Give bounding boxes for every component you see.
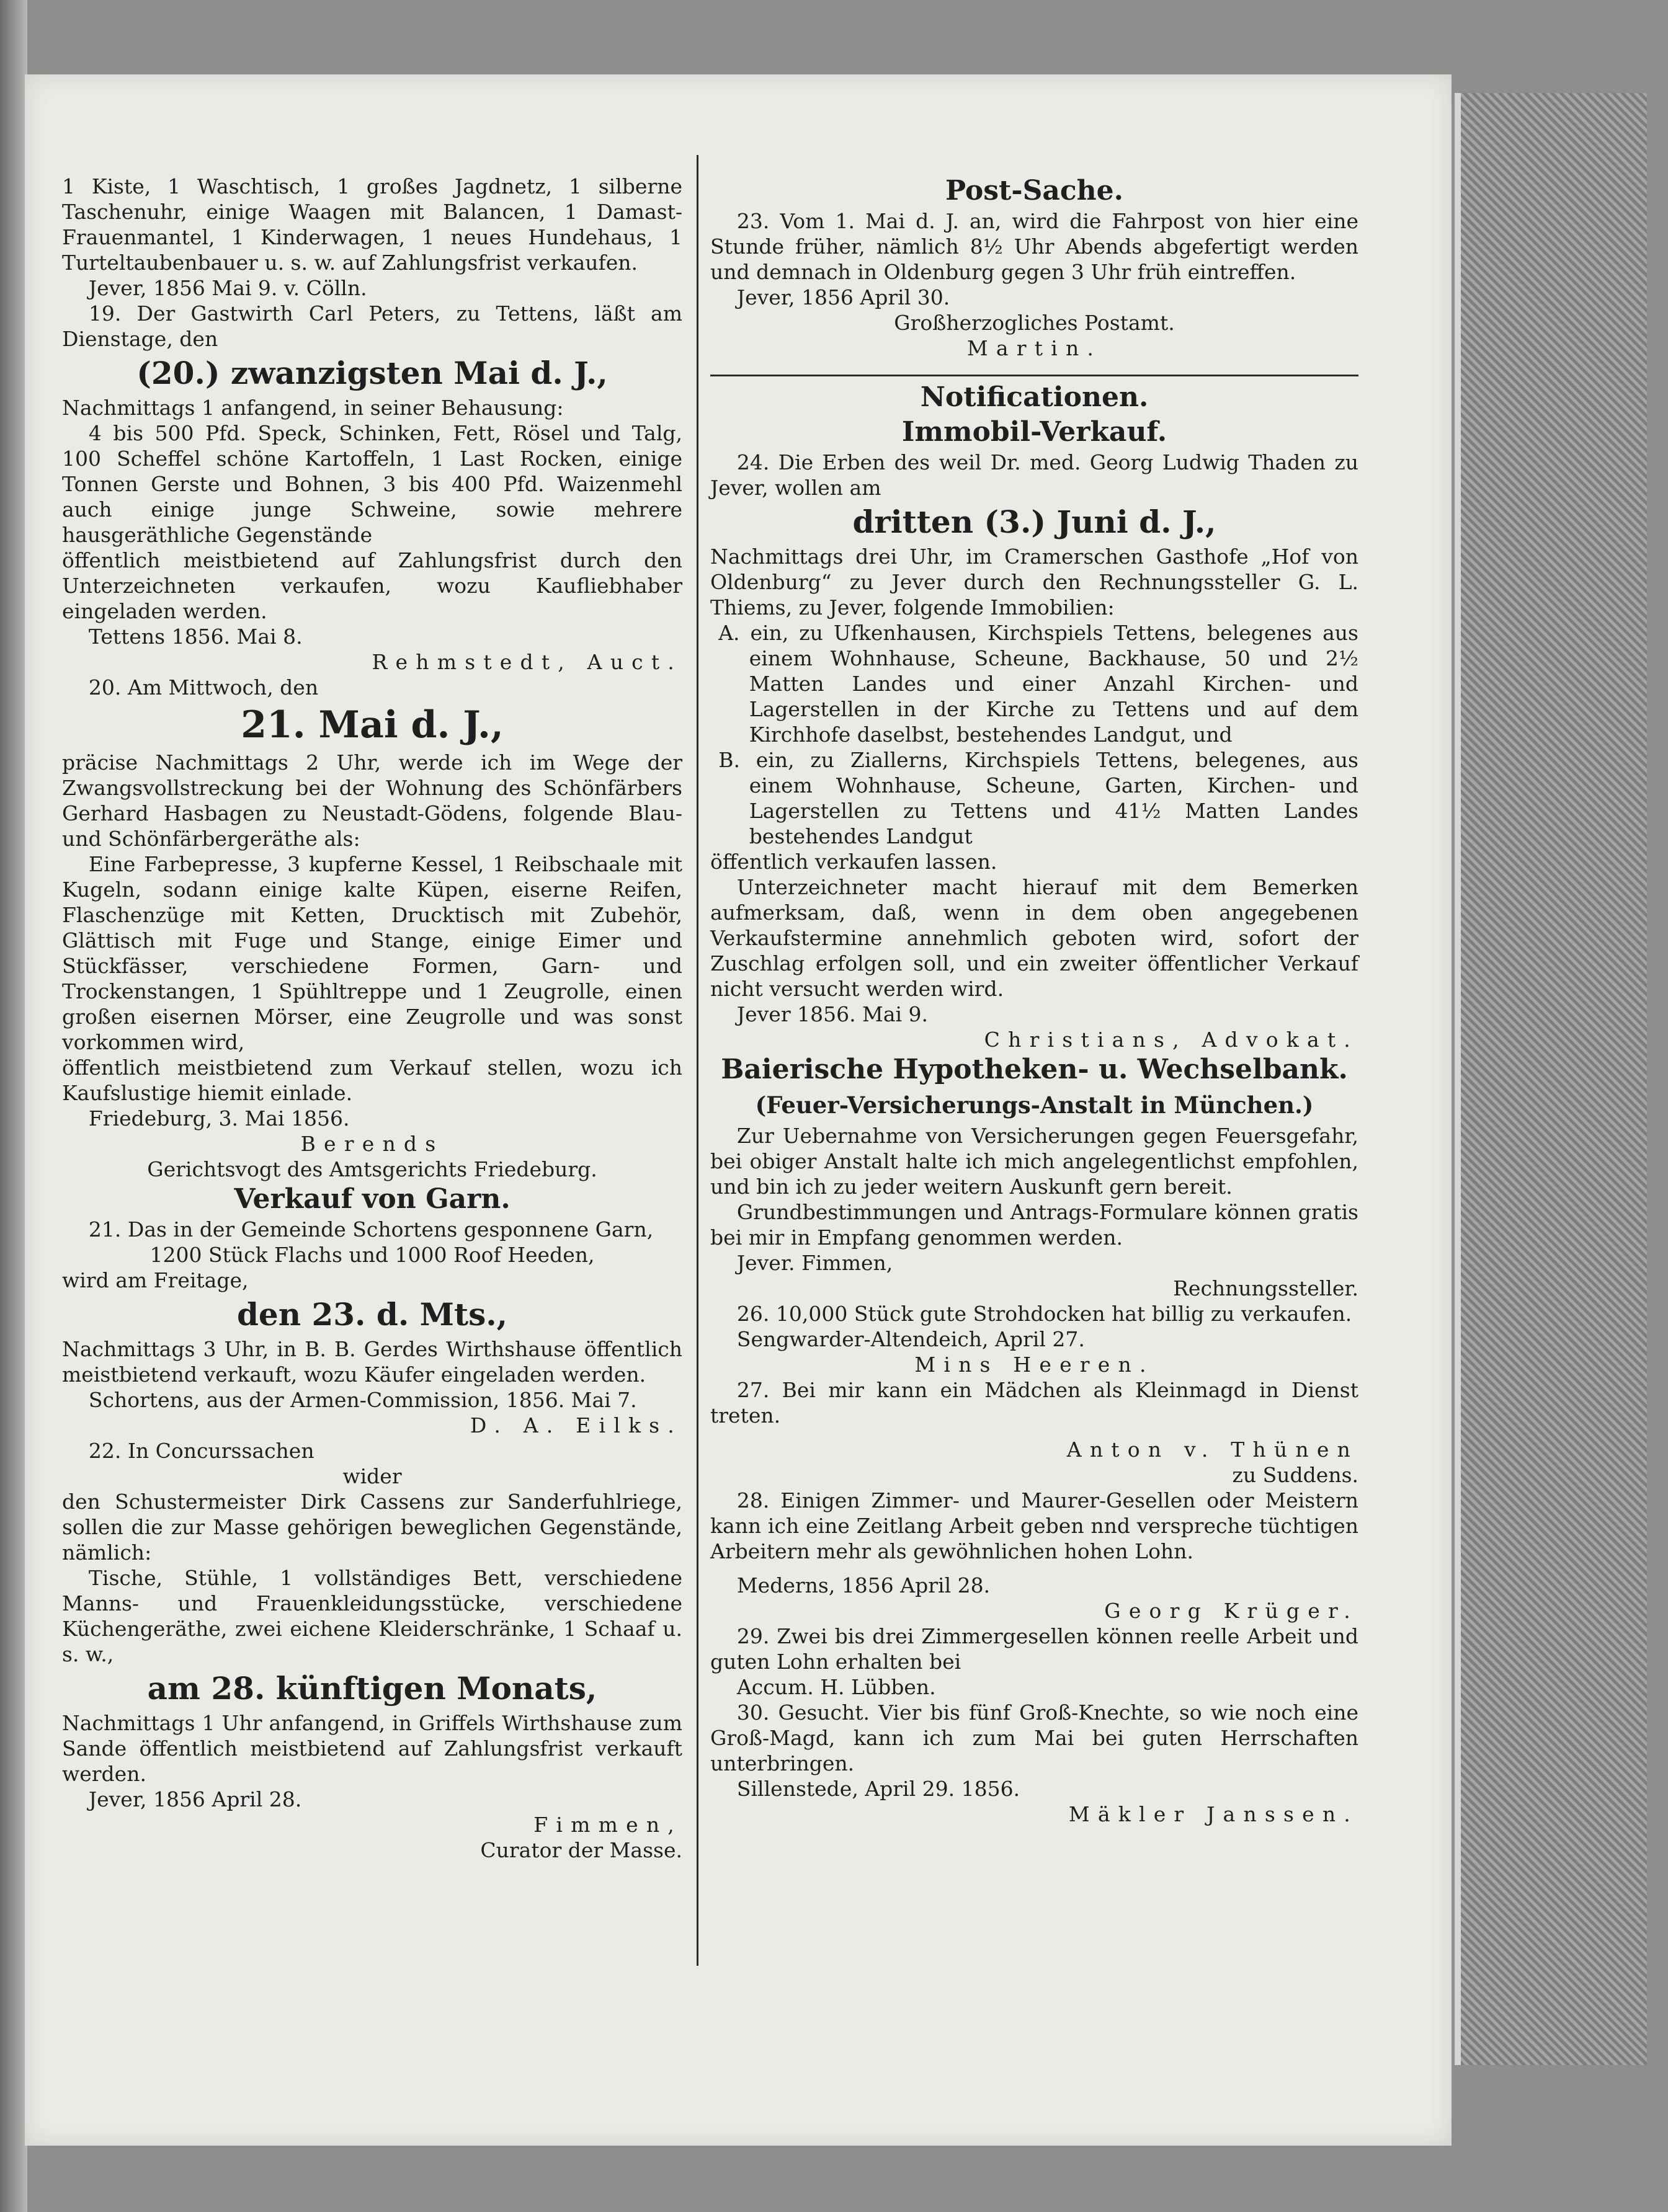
text-line: B. ein, zu Ziallerns, Kirchspiels Tettens, belegenes, aus einem Wohnhause, Scheune, Garten, Kirchen- und Lagerstellen zu Tettens und 41½ Matten Landes bestehendes Landgut [718, 748, 1358, 848]
text-line: öffentlich meistbietend zum Verkauf stellen, wozu ich Kaufslustige hiemit einlade. [62, 1055, 682, 1105]
text-line: öffentlich verkaufen lassen. [710, 850, 997, 874]
text-line: Nachmittags 1 Uhr anfangend, in Griffels Wirthshause zum Sande öffentlich meistbietend auf Zahlungsfrist verkauft werden. [62, 1711, 682, 1786]
text-line: präcise Nachmittags 2 Uhr, werde ich im Wege der Zwangsvollstreckung bei der Wohnung des Schönfärbers Gerhard Hasbagen zu Neustadt-Gödens, folgende Blau- und Schönfärbergeräthe als: [62, 750, 682, 851]
left-column [62, 174, 682, 1863]
text-line: Mins Heeren. [914, 1353, 1154, 1377]
text-line: Jever, 1856 April 30. [736, 285, 950, 309]
text-line: 29. Zwei bis drei Zimmergesellen können reelle Arbeit und guten Lohn erhalten bei [710, 1624, 1358, 1674]
text-line: Jever, 1856 Mai 9. v. Cölln. [88, 276, 367, 300]
text-line: 19. Der Gastwirth Carl Peters, zu Tettens, läßt am Dienstage, den [62, 301, 682, 351]
text-line: 21. Das in der Gemeinde Schortens gesponnene Garn, [88, 1217, 654, 1241]
text-line: zu Suddens. [1232, 1463, 1358, 1487]
text-line: Nachmittags drei Uhr, im Cramerschen Gasthofe „Hof von Oldenburg“ zu Jever durch den Rechnungssteller G. L. Thiems, zu Jever, folgende Immobilien: [710, 544, 1358, 620]
text-line: am 28. künftigen Monats, [147, 1670, 597, 1707]
column-divider [697, 155, 698, 1966]
newspaper-page [25, 74, 1452, 2146]
text-line: Jever, 1856 April 28. [88, 1787, 302, 1811]
text-line: Schortens, aus der Armen-Commission, 1856. Mai 7. [88, 1388, 637, 1412]
text-line: Sillenstede, April 29. 1856. [736, 1777, 1020, 1801]
text-line: den Schustermeister Dirk Cassens zur Sanderfuhlriege, sollen die zur Masse gehörigen beweglichen Gegenstände, nämlich: [62, 1490, 682, 1565]
text-line: Nachmittags 1 anfangend, in seiner Behausung: [62, 396, 564, 420]
text-line: Eine Farbepresse, 3 kupferne Kessel, 1 Reibschaale mit Kugeln, sodann einige kalte Küpen, eiserne Reifen, Flaschenzüge mit Ketten, Drucktisch mit Zubehör, Glättisch mit Fuge und Stange, einige Eimer und Stückfässer, verschiedene Formen, Garn- und Trockenstangen, 1 Spühltreppe und 1 Zeugrolle, einen großen eisernen Mörser, eine Zeugrolle und was sonst vorkommen wird, [62, 852, 682, 1054]
spacer [710, 1428, 1358, 1437]
text-line: 20. Am Mittwoch, den [88, 675, 319, 700]
spacer [710, 1564, 1358, 1573]
text-line: Post-Sache. [945, 175, 1123, 207]
text-line: Immobil-Verkauf. [901, 416, 1167, 448]
text-line: Friedeburg, 3. Mai 1856. [88, 1106, 350, 1130]
text-line: Accum. H. Lübben. [736, 1675, 936, 1699]
text-line: 24. Die Erben des weil Dr. med. Georg Ludwig Thaden zu Jever, wollen am [710, 450, 1358, 500]
text-line: 30. Gesucht. Vier bis fünf Groß-Knechte, so wie noch eine Groß-Magd, kann ich zum Mai bei guten Herrschaften unterbringen. [710, 1700, 1358, 1775]
text-line: A. ein, zu Ufkenhausen, Kirchspiels Tettens, belegenes aus einem Wohnhause, Scheune, Backhause, 50 und 2½ Matten Landes und einer Anzahl Kirchen- und Lagerstellen in der Kirche zu Tettens und auf dem Kirchhofe daselbst, bestehendes Landgut, und [718, 621, 1358, 747]
text-line: Nachmittags 3 Uhr, in B. B. Gerdes Wirthshause öffentlich meistbietend verkauft, wozu Käufer eingeladen werden. [62, 1337, 682, 1387]
text-line: Großherzogliches Postamt. [894, 311, 1175, 335]
text-line: Anton v. Thünen [1066, 1437, 1358, 1462]
text-line: Notificationen. [920, 381, 1149, 413]
text-line: Mäkler Janssen. [1068, 1802, 1358, 1826]
text-line: Sengwarder-Altendeich, April 27. [736, 1327, 1085, 1351]
text-line: 21. Mai d. J., [241, 703, 504, 747]
text-line: Christians, Advokat. [984, 1028, 1358, 1052]
text-line: (Feuer-Versicherungs-Anstalt in München.) [755, 1091, 1314, 1119]
book-spine [1455, 93, 1647, 2065]
text-line: Gerichtsvogt des Amtsgerichts Friedeburg. [147, 1157, 597, 1181]
text-line: Rehmstedt, Auct. [372, 650, 682, 674]
text-line: Curator der Masse. [480, 1838, 682, 1862]
text-line: Verkauf von Garn. [234, 1183, 511, 1215]
text-line: Berends [300, 1132, 444, 1156]
text-line: 22. In Concurssachen [88, 1439, 314, 1463]
text-line: öffentlich meistbietend auf Zahlungsfrist durch den Unterzeichneten verkaufen, wozu Kaufliebhaber eingeladen werden. [62, 548, 682, 623]
text-line: 4 bis 500 Pfd. Speck, Schinken, Fett, Rösel und Talg, 100 Scheffel schöne Kartoffeln, 1 Last Rocken, einige Tonnen Gerste und Bohnen, 3 bis 400 Pfd. Waizenmehl auch einige junge Schweine, sowie mehrere hausgeräthliche Gegenstände [62, 421, 682, 547]
text-line: 23. Vom 1. Mai d. J. an, wird die Fahrpost von hier eine Stunde früher, nämlich 8½ Uhr Abends abgefertigt werden und demnach in Oldenburg gegen 3 Uhr früh eintreffen. [710, 209, 1358, 284]
text-line: Mederns, 1856 April 28. [736, 1573, 991, 1597]
binding-gutter [0, 0, 27, 2212]
text-line: (20.) zwanzigsten Mai d. J., [136, 355, 608, 391]
text-line: Jever 1856. Mai 9. [736, 1002, 929, 1026]
text-line: Tettens 1856. Mai 8. [88, 624, 303, 649]
text-line: dritten (3.) Juni d. J., [852, 504, 1216, 540]
text-line: Martin. [966, 336, 1102, 360]
text-line: Fimmen, [533, 1813, 682, 1837]
text-line: Rechnungssteller. [1173, 1276, 1358, 1300]
right-column [710, 174, 1358, 1827]
section-rule [710, 375, 1358, 376]
text-line: Unterzeichneter macht hierauf mit dem Bemerken aufmerksam, daß, wenn in dem oben angegebenen Verkaufstermine annehmlich geboten wird, sofort der Zuschlag erfolgen soll, und ein zweiter öffentlicher Verkauf nicht versucht werden wird. [710, 875, 1358, 1001]
text-line: Baierische Hypotheken- u. Wechselbank. [721, 1054, 1348, 1085]
text-line: Tische, Stühle, 1 vollständiges Bett, verschiedene Manns- und Frauenkleidungsstücke, verschiedene Küchengeräthe, zwei eichene Kleiderschränke, 1 Schaaf u. s. w., [62, 1566, 682, 1666]
text-line: 1200 Stück Flachs und 1000 Roof Heeden, [149, 1243, 595, 1267]
text-line: wird am Freitage, [62, 1268, 249, 1292]
text-line: Jever. Fimmen, [736, 1251, 893, 1275]
text-line: 1 Kiste, 1 Waschtisch, 1 großes Jagdnetz, 1 silberne Taschenuhr, einige Waagen mit Balancen, 1 Damast-Frauenmantel, 1 Kinderwagen, 1 neues Hundehaus, 1 Turteltaubenbauer u. s. w. auf Zahlungsfrist verkaufen. [62, 174, 682, 275]
text-line: 26. 10,000 Stück gute Strohdocken hat billig zu verkaufen. [736, 1302, 1352, 1326]
text-line: 27. Bei mir kann ein Mädchen als Kleinmagd in Dienst treten. [710, 1378, 1358, 1428]
text-line: wider [342, 1464, 402, 1488]
text-line: D. A. Eilks. [470, 1413, 682, 1437]
text-line: Georg Krüger. [1104, 1599, 1358, 1623]
text-line: 28. Einigen Zimmer- und Maurer-Gesellen oder Meistern kann ich eine Zeitlang Arbeit geben nnd verspreche tüchtigen Arbeitern mehr als gewöhnlichen hohen Lohn. [710, 1488, 1358, 1563]
text-line: Zur Uebernahme von Versicherungen gegen Feuersgefahr, bei obiger Anstalt halte ich mich angelegentlichst empfohlen, und bin ich zu jeder weitern Auskunft gern bereit. [710, 1124, 1358, 1199]
text-line: Grundbestimmungen und Antrags-Formulare können gratis bei mir in Empfang genommen werden. [710, 1200, 1358, 1250]
text-line: den 23. d. Mts., [236, 1296, 508, 1333]
